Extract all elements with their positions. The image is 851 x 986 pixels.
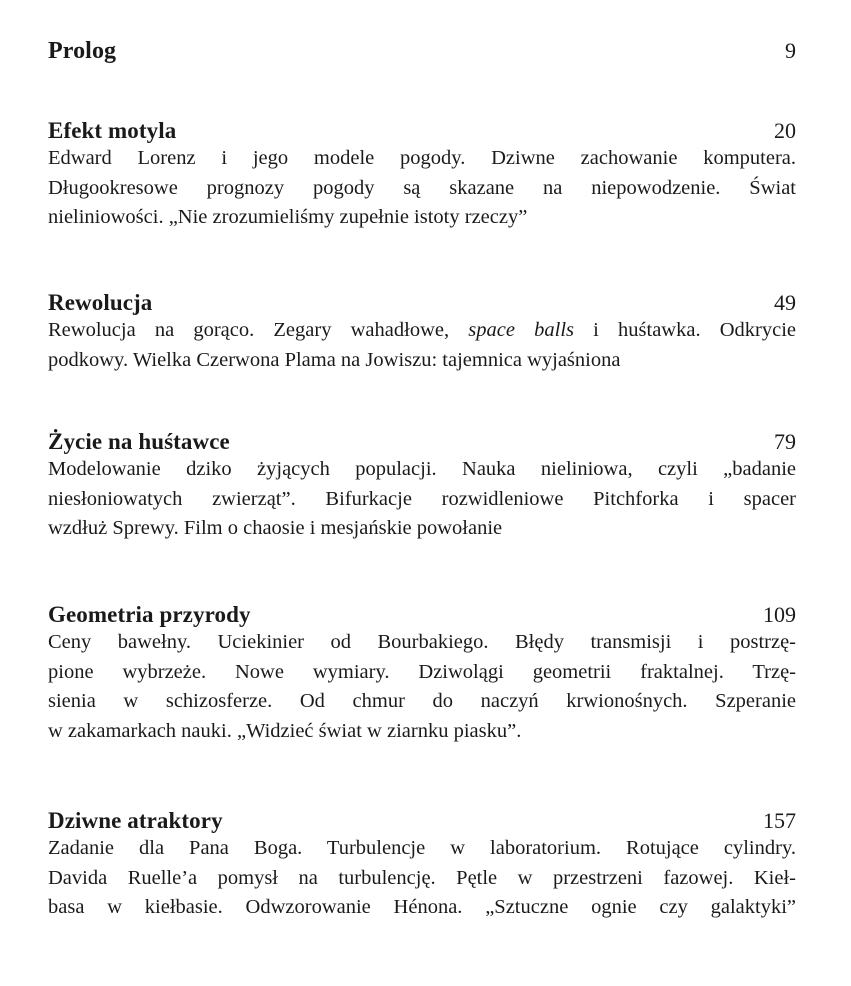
chapter-description <box>48 144 796 233</box>
toc-entry <box>48 288 796 371</box>
description-line: Zadanie dla Pana Boga. Turbulencje w laboratorium. Rotujące cylindry. <box>48 837 796 859</box>
chapter-description <box>48 628 796 746</box>
toc-entry-prolog <box>48 36 796 70</box>
toc-entry-header <box>48 36 796 70</box>
toc-entry <box>48 600 796 742</box>
page-number: 79 <box>774 429 796 454</box>
description-line: pione wybrzeże. Nowe wymiary. Dziwolągi geometrii fraktalnej. Trzę- <box>48 660 796 683</box>
chapter-title: Dziwne atraktory <box>48 808 223 833</box>
chapter-title: Rewolucja <box>48 290 153 315</box>
page-number: 9 <box>785 38 796 63</box>
chapter-description <box>48 455 796 544</box>
description-line: wzdłuż Sprewy. Film o chaosie i mesjańskie powołanie <box>48 517 503 539</box>
toc-entry <box>48 806 796 918</box>
page-number: 157 <box>763 808 796 833</box>
description-line: sienia w schizosferze. Od chmur do naczyń krwionośnych. Szperanie <box>48 690 796 712</box>
description-line: basa w kiełbasie. Odwzorowanie Hénona. „Sztuczne ognie czy galaktyki” <box>48 896 796 918</box>
description-line: Ceny bawełny. Uciekinier od Bourbakiego. Błędy transmisji i postrzę- <box>48 631 796 653</box>
italic-term: space balls <box>468 319 574 341</box>
chapter-title: Prolog <box>48 38 117 64</box>
toc-entry <box>48 427 796 539</box>
description-text: Rewolucja na gorąco. Zegary wahadłowe, <box>48 319 450 341</box>
description-line: w zakamarkach nauki. „Widzieć świat w ziarnku piasku”. <box>48 719 522 742</box>
description-line: nieliniowości. „Nie zrozumieliśmy zupełnie istoty rzeczy” <box>48 206 528 228</box>
description-line: Edward Lorenz i jego modele pogody. Dziwne zachowanie komputera. <box>48 147 796 169</box>
chapter-description <box>48 834 796 923</box>
description-line: podkowy. Wielka Czerwona Plama na Jowiszu: tajemnica wyjaśniona <box>48 348 621 371</box>
chapter-title: Efekt motyla <box>48 118 177 143</box>
chapter-title: Geometria przyrody <box>48 602 251 627</box>
description-line: Modelowanie dziko żyjących populacji. Nauka nieliniowa, czyli „badanie <box>48 458 796 480</box>
page-number: 20 <box>774 118 796 143</box>
description-text: i huśtawka. Odkrycie <box>593 319 796 341</box>
description-line: Davida Ruelle’a pomysł na turbulencję. Pętle w przestrzeni fazowej. Kieł- <box>48 866 796 889</box>
page-number: 109 <box>763 602 796 627</box>
toc-entry <box>48 116 796 228</box>
description-line: Długookresowe prognozy pogody są skazane na niepowodzenie. Świat <box>48 176 796 199</box>
chapter-title: Życie na huśtawce <box>48 429 230 454</box>
page-number: 49 <box>774 290 796 315</box>
description-line: niesłoniowatych zwierząt”. Bifurkacje rozwidleniowe Pitchforka i spacer <box>48 487 796 510</box>
description-line <box>48 316 796 346</box>
chapter-description <box>48 316 796 375</box>
